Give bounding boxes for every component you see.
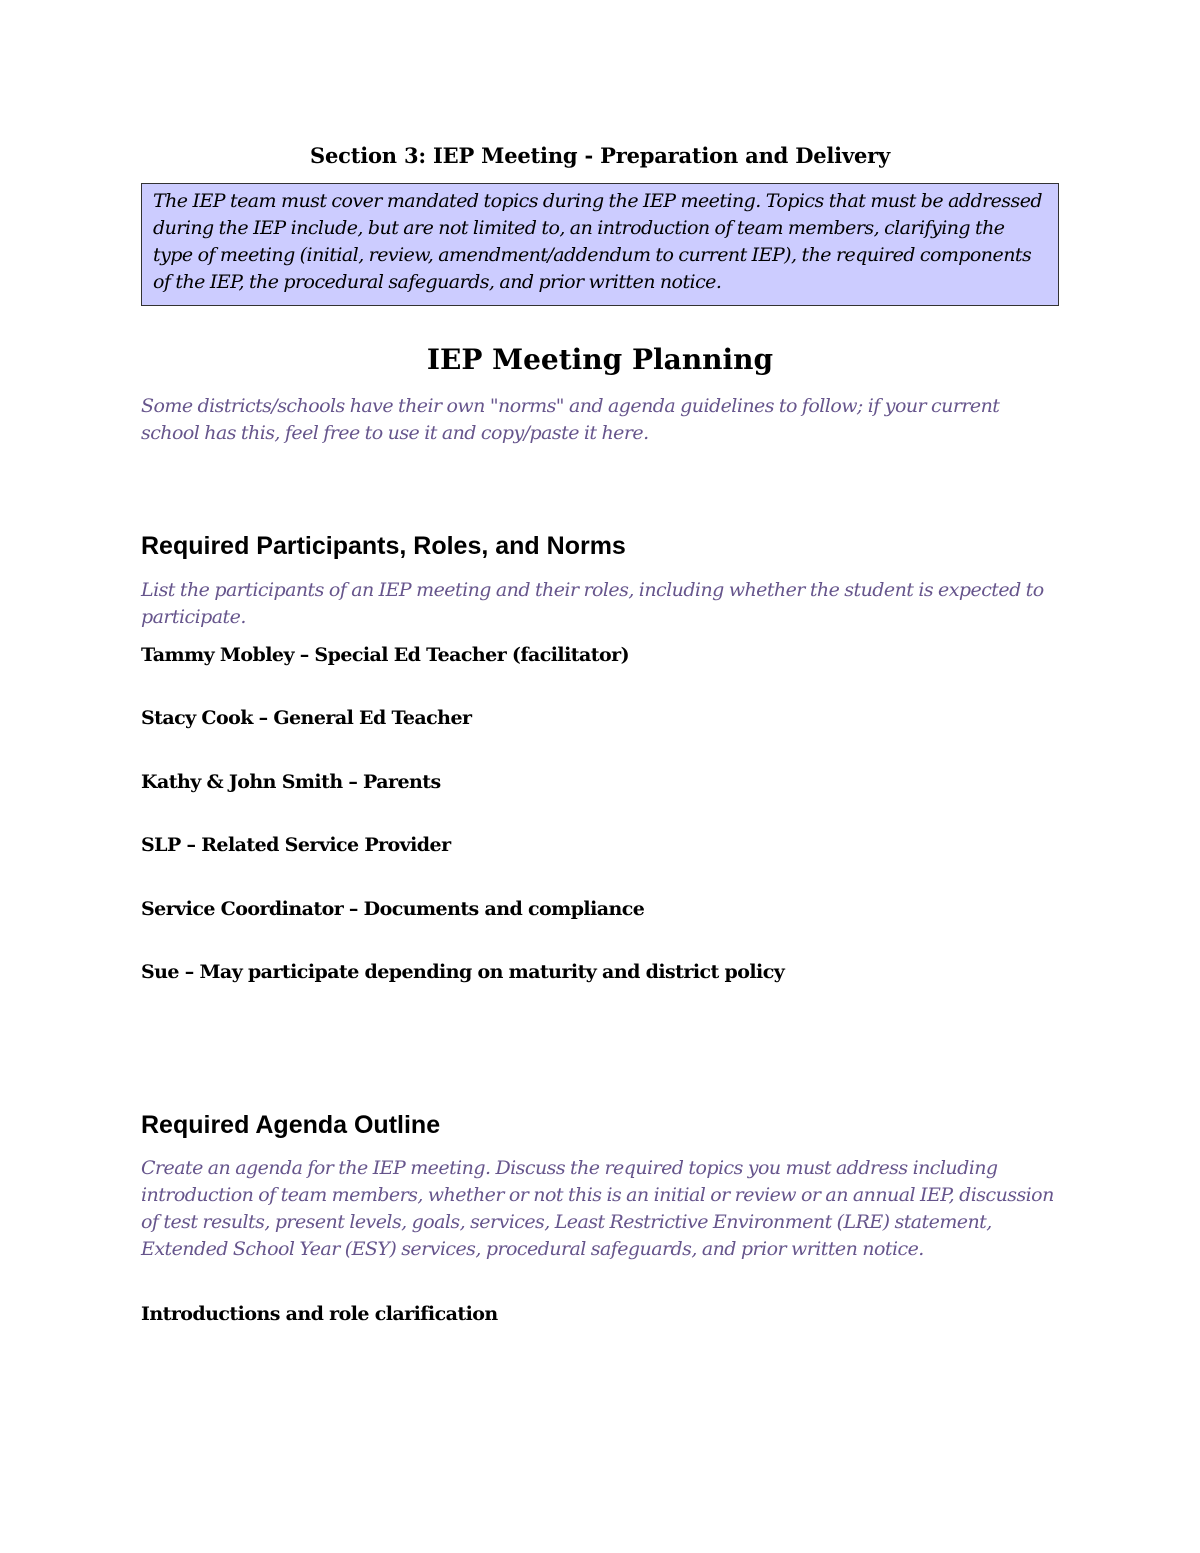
section-title: Section 3: IEP Meeting - Preparation and Delivery	[310, 143, 890, 168]
participants-heading: Required Participants, Roles, and Norms	[141, 532, 626, 560]
participant-item: SLP – Related Service Provider	[141, 834, 451, 856]
participant-item: Stacy Cook – General Ed Teacher	[141, 707, 472, 729]
participants-instructions: List the participants of an IEP meeting and their roles, including whether the student is expected to participate.	[141, 579, 1044, 628]
participant-item: Tammy Mobley – Special Ed Teacher (facilitator)	[141, 644, 630, 666]
agenda-instructions: Create an agenda for the IEP meeting. Discuss the required topics you must address including introduction of team members, whether or not this is an initial or review or an annual IEP, discussion of test results, present levels, goals, services, Least Restrictive Environment (LRE) statement, Extended School Year (ESY) services, procedural safeguards, and prior written notice.	[141, 1157, 1054, 1260]
agenda-heading: Required Agenda Outline	[141, 1111, 441, 1139]
participant-item: Service Coordinator – Documents and compliance	[141, 898, 645, 920]
participant-item: Kathy & John Smith – Parents	[141, 771, 441, 793]
participant-item: Sue – May participate depending on maturity and district policy	[141, 961, 785, 983]
planning-title: IEP Meeting Planning	[426, 343, 774, 376]
intro-callout-box	[141, 183, 1059, 306]
intro-text: The IEP team must cover mandated topics during the IEP meeting. Topics that must be addressed during the IEP include, but are not limited to, an introduction of team members, clarifying the type of meeting (initial, review, amendment/addendum to current IEP), the required components of the IEP, the procedural safeguards, and prior written notice.	[153, 190, 1043, 293]
planning-note: Some districts/schools have their own "norms" and agenda guidelines to follow; if your current school has this, feel free to use it and copy/paste it here.	[141, 395, 1000, 444]
agenda-item: Introductions and role clarification	[141, 1303, 498, 1325]
